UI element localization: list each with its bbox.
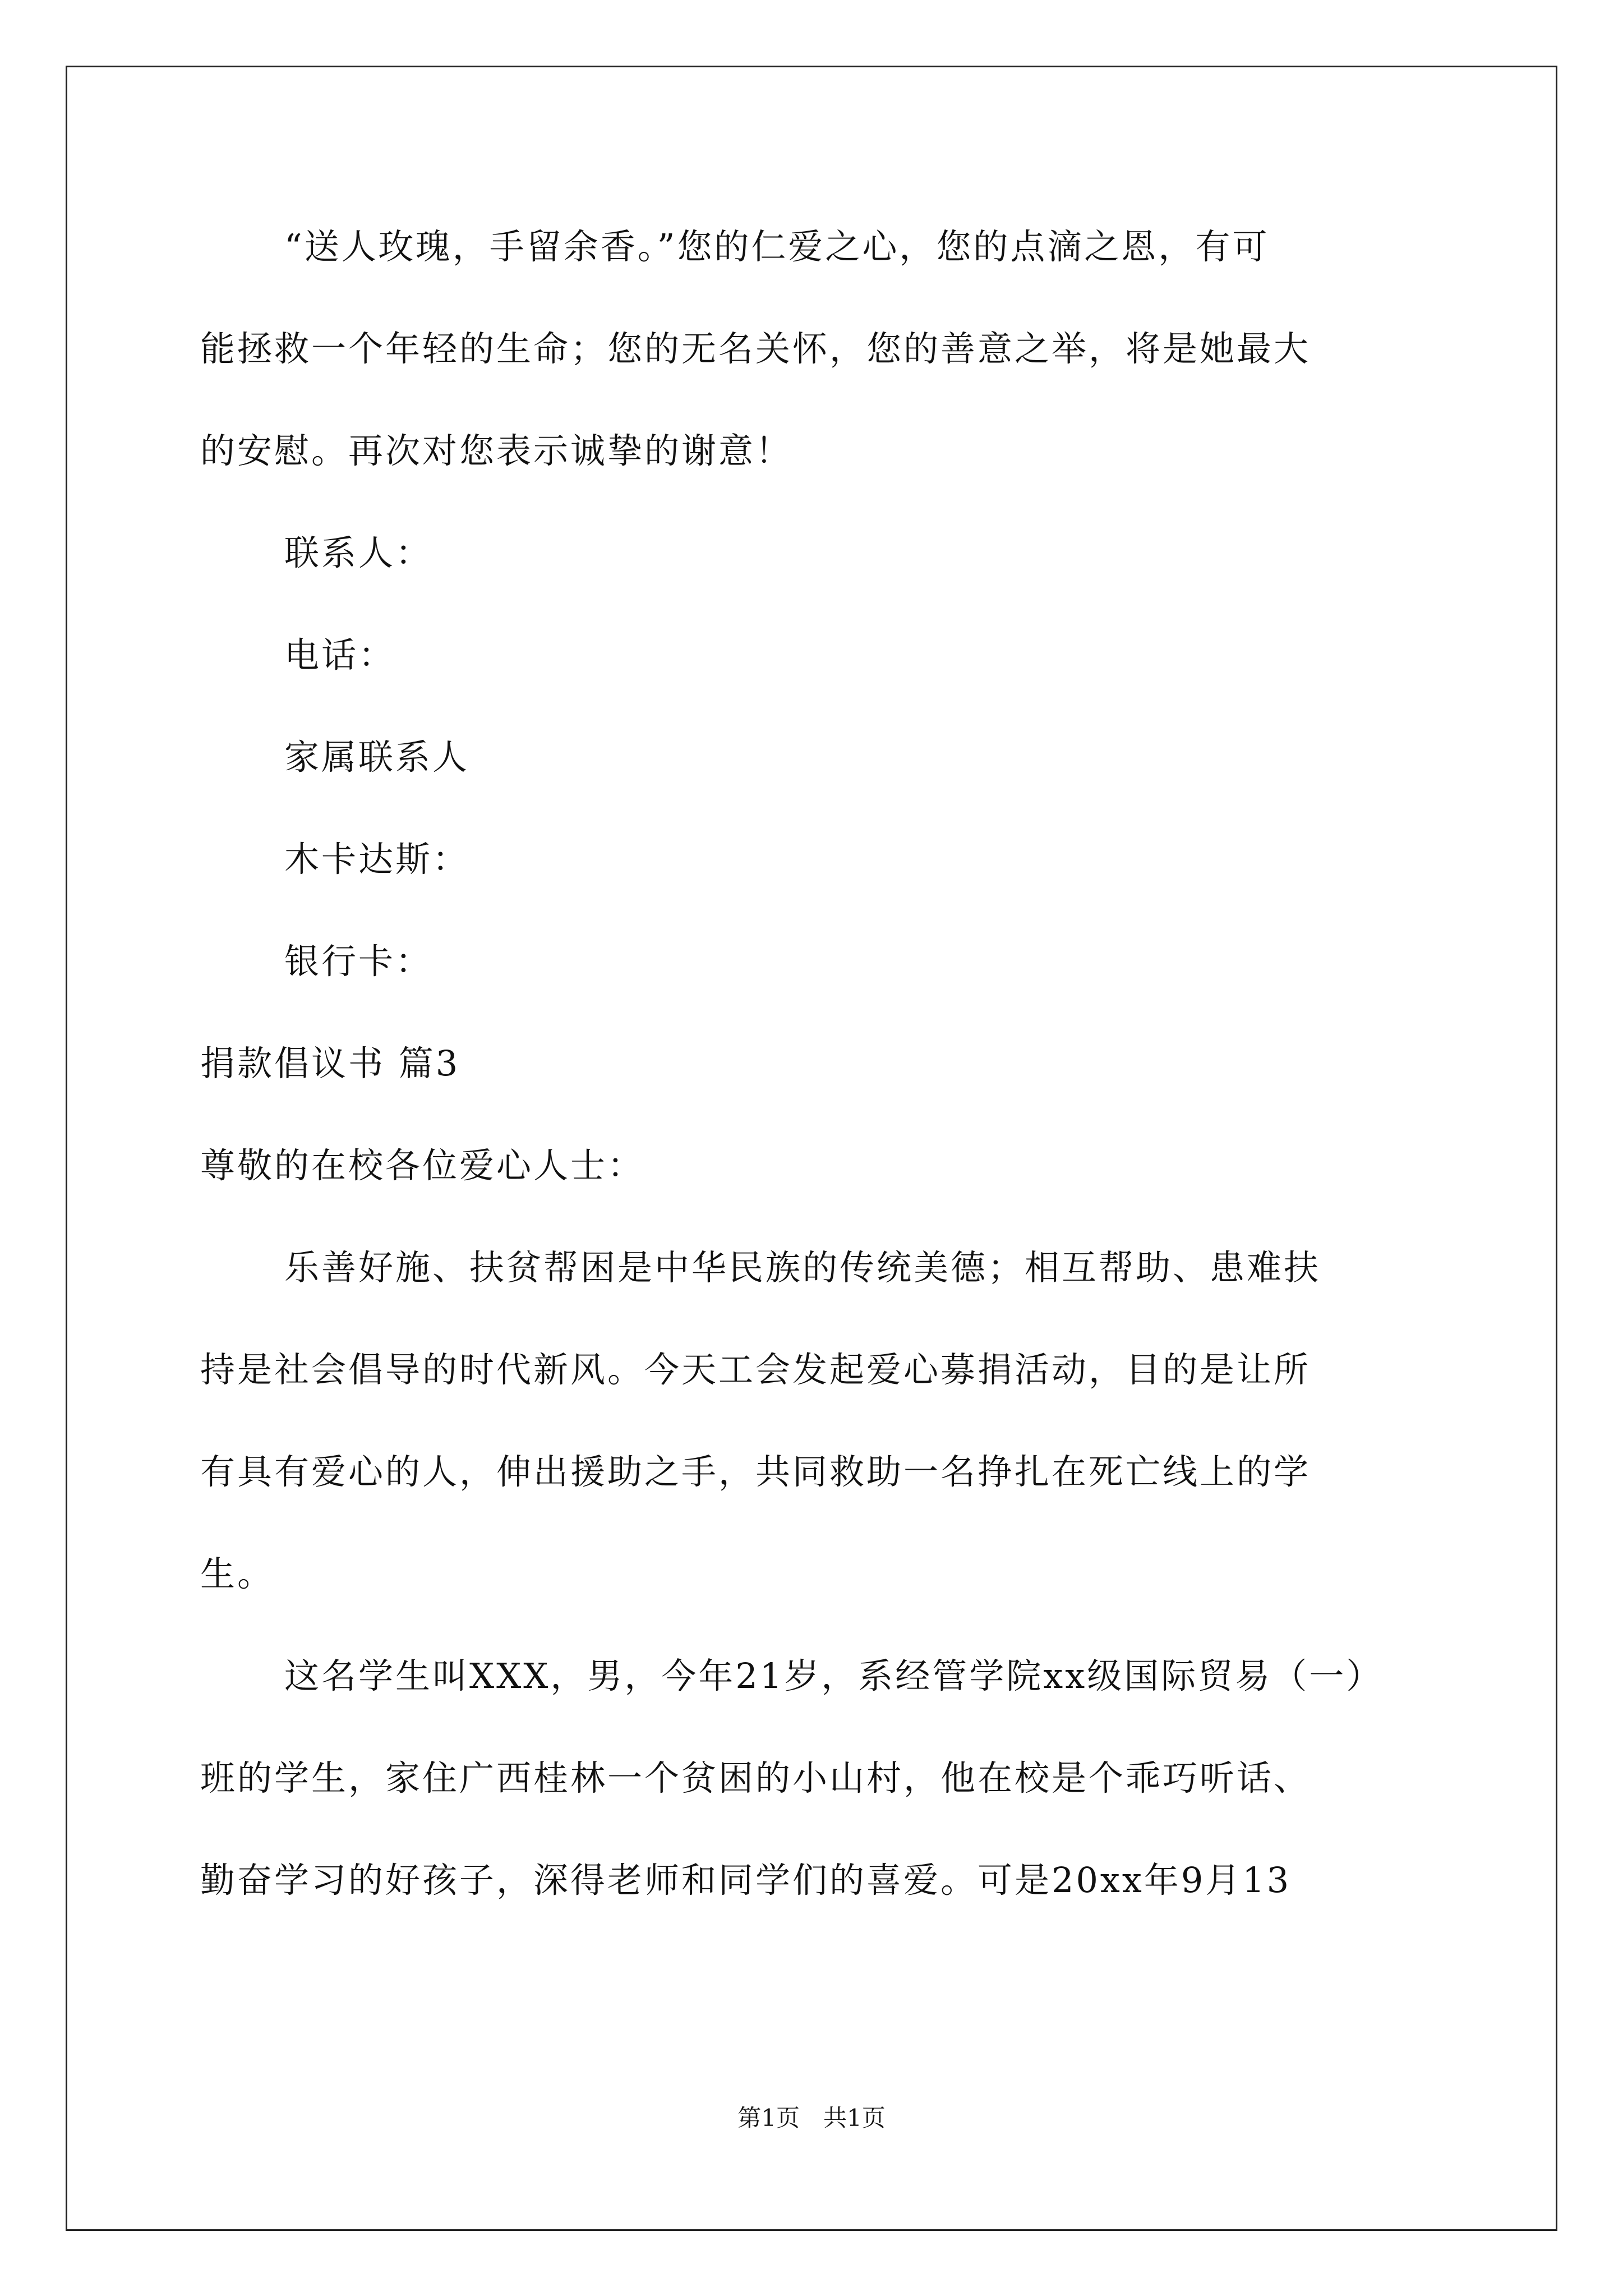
family-contact-label: 家属联系人 xyxy=(284,737,470,777)
paragraph-line: 的安慰。再次对您表示诚挚的谢意！ xyxy=(200,430,793,471)
paragraph-line: 勤奋学习的好孩子，深得老师和同学们的喜爱。可是20xx年9月13 xyxy=(200,1860,1292,1901)
paragraph-line: 乐善好施、扶贫帮困是中华民族的传统美德；相互帮助、患难扶 xyxy=(284,1247,1321,1288)
contact-label: 联系人： xyxy=(284,532,433,573)
paragraph-line: 有具有爱心的人，伸出援助之手，共同救助一名挣扎在死亡线上的学 xyxy=(200,1451,1311,1492)
paragraph-line: “送人玫瑰，手留余香。”您的仁爱之心，您的点滴之恩，有可 xyxy=(284,226,1270,267)
section-title: 捐款倡议书 篇3 xyxy=(200,1043,460,1084)
paragraph-line: 这名学生叫XXX，男，今年21岁，系经管学院xx级国际贸易（一） xyxy=(284,1655,1384,1696)
paragraph-line: 持是社会倡导的时代新风。今天工会发起爱心募捐活动，目的是让所 xyxy=(200,1349,1311,1390)
paragraph-line: 班的学生，家住广西桂林一个贫困的小山村，他在校是个乖巧听话、 xyxy=(200,1757,1311,1798)
salutation: 尊敬的在校各位爱心人士： xyxy=(200,1145,645,1186)
paragraph-line: 生。 xyxy=(200,1553,275,1594)
page-footer: 第1页 共1页 xyxy=(737,2104,886,2132)
paragraph-line: 能拯救一个年轻的生命；您的无名关怀，您的善意之举，将是她最大 xyxy=(200,328,1311,369)
bank-card-label: 银行卡： xyxy=(284,941,433,982)
name-label: 木卡达斯： xyxy=(284,839,470,880)
phone-label: 电话： xyxy=(284,634,396,675)
